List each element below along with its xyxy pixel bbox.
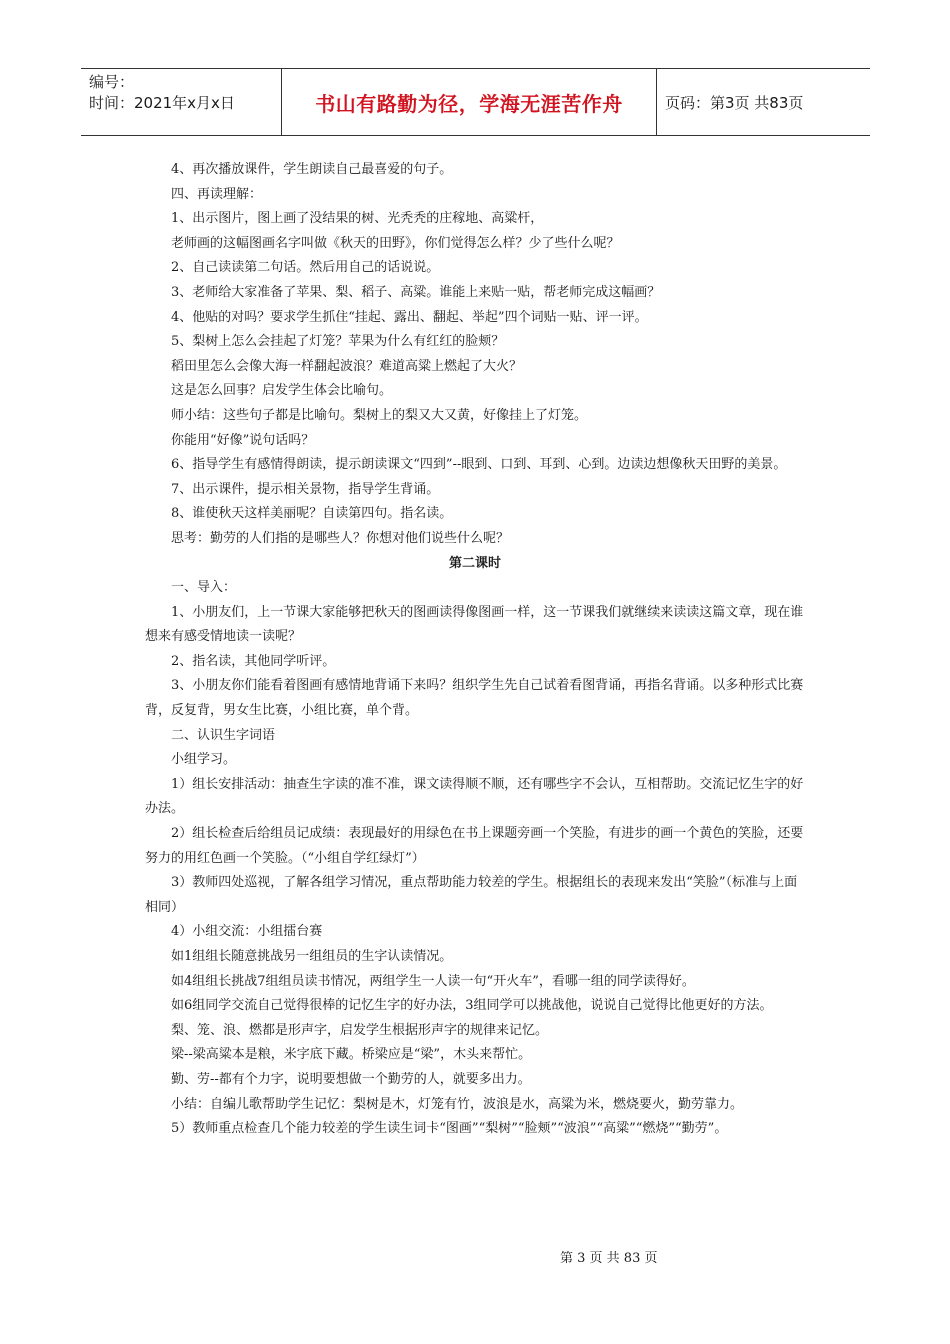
document-date-label: 时间：2021年x月x日 (89, 94, 235, 112)
body-paragraph: 梨、笼、浪、燃都是形声字，启发学生根据形声字的规律来记忆。 (171, 1022, 549, 1038)
body-paragraph: 2、自己读读第二句话。然后用自己的话说说。 (171, 260, 440, 276)
page-footer: 第 3 页 共 83 页 (560, 1251, 658, 1266)
body-paragraph: 2、指名读，其他同学听评。 (171, 653, 336, 669)
body-paragraph: 一、导入： (171, 580, 237, 596)
document-body (145, 158, 805, 1142)
body-paragraph: 二、认识生字词语 (171, 727, 276, 743)
body-paragraph: 1、小朋友们，上一节课大家能够把秋天的图画读得像图画一样，这一节课我们就继续来读读这篇文章，现在谁想来有感受情地读一读呢？ (145, 604, 804, 645)
body-paragraph: 3、小朋友你们能看着图画有感情地背诵下来吗？组织学生先自己试着看图背诵，再指名背诵。以多种形式比赛背，反复背，男女生比赛，小组比赛，单个背。 (145, 678, 804, 719)
body-paragraph: 如4组组长挑战7组组员读书情况，两组学生一人读一句“开火车”，看哪一组的同学读得好。 (171, 973, 695, 989)
header-page-info: 页码：第3页 共83页 (665, 93, 804, 112)
body-paragraph: 5、梨树上怎么会挂起了灯笼？苹果为什么有红红的脸颊？ (171, 334, 505, 350)
body-paragraph: 2）组长检查后给组员记成绩：表现最好的用绿色在书上课题旁画一个笑脸，有进步的画一个黄色的笑脸，还要努力的用红色画一个笑脸。（“小组自学红绿灯”） (145, 826, 804, 866)
body-paragraph: 1、出示图片，图上画了没结果的树、光秃秃的庄稼地、高粱杆， (171, 211, 544, 227)
body-paragraph: 7、出示课件，提示相关景物，指导学生背诵。 (171, 481, 440, 497)
page-header (81, 68, 870, 136)
section-title: 第二课时 (448, 555, 501, 571)
body-paragraph: 勤、劳--都有个力字，说明要想做一个勤劳的人，就要多出力。 (171, 1071, 531, 1087)
body-paragraph: 师小结：这些句子都是比喻句。梨树上的梨又大又黄，好像挂上了灯笼。 (171, 407, 588, 423)
body-paragraph: 梁--梁高粱本是粮，米字底下藏。桥梁应是“梁”，木头来帮忙。 (171, 1047, 532, 1063)
document-number-label: 编号： (89, 73, 135, 91)
body-paragraph: 小结：自编儿歌帮助学生记忆：梨树是木，灯笼有竹，波浪是水，高粱为米，燃烧要火，勤劳靠力。 (171, 1096, 744, 1112)
body-paragraph: 3、老师给大家准备了苹果、梨、稻子、高粱。谁能上来贴一贴，帮老师完成这幅画？ (171, 284, 661, 300)
body-paragraph: 如6组同学交流自己觉得很棒的记忆生字的好办法，3组同学可以挑战他，说说自己觉得比他更好的方法。 (171, 998, 773, 1014)
body-paragraph: 你能用“好像”说句话吗？ (171, 432, 315, 448)
body-paragraph: 8、谁使秋天这样美丽呢？自读第四句。指名读。 (171, 506, 453, 522)
body-paragraph: 1）组长安排活动：抽查生字读的准不准，课文读得顺不顺，还有哪些字不会认，互相帮助。交流记忆生字的好办法。 (145, 776, 804, 817)
body-paragraph: 思考：勤劳的人们指的是哪些人？你想对他们说些什么呢？ (171, 530, 510, 546)
body-paragraph: 如1组组长随意挑战另一组组员的生字认读情况。 (171, 949, 453, 964)
body-paragraph: 这是怎么回事？启发学生体会比喻句。 (171, 383, 393, 399)
body-paragraph: 4）小组交流：小组擂台赛 (171, 924, 323, 940)
body-paragraph: 老师画的这幅图画名字叫做《秋天的田野》，你们觉得怎么样？少了些什么呢？ (171, 235, 620, 251)
body-paragraph: 小组学习。 (171, 752, 237, 768)
body-paragraph: 四、再读理解： (171, 186, 263, 202)
header-motto: 书山有路勤为径，学海无涯苦作舟 (282, 69, 657, 135)
header-meta-cell (81, 69, 282, 135)
body-paragraph: 4、再次播放课件，学生朗读自己最喜爱的句子。 (171, 162, 453, 177)
body-paragraph: 4、他贴的对吗？要求学生抓住“挂起、露出、翻起、举起”四个词贴一贴、评一评。 (171, 309, 648, 325)
body-paragraph: 3）教师四处巡视，了解各组学习情况，重点帮助能力较差的学生。根据组长的表现来发出“笑脸”（标准与上面相同） (145, 875, 798, 915)
body-paragraph: 稻田里怎么会像大海一样翻起波浪？难道高粱上燃起了大火？ (171, 358, 523, 374)
body-paragraph: 5）教师重点检查几个能力较差的学生读生词卡“图画”“梨树”“脸颊”“波浪”“高粱”“燃烧”“勤劳”。 (171, 1121, 728, 1137)
body-paragraph: 6、指导学生有感情得朗读，提示朗读课文“四到”--眼到、口到、耳到、心到。边读边想像秋天田野的美景。 (171, 457, 787, 473)
